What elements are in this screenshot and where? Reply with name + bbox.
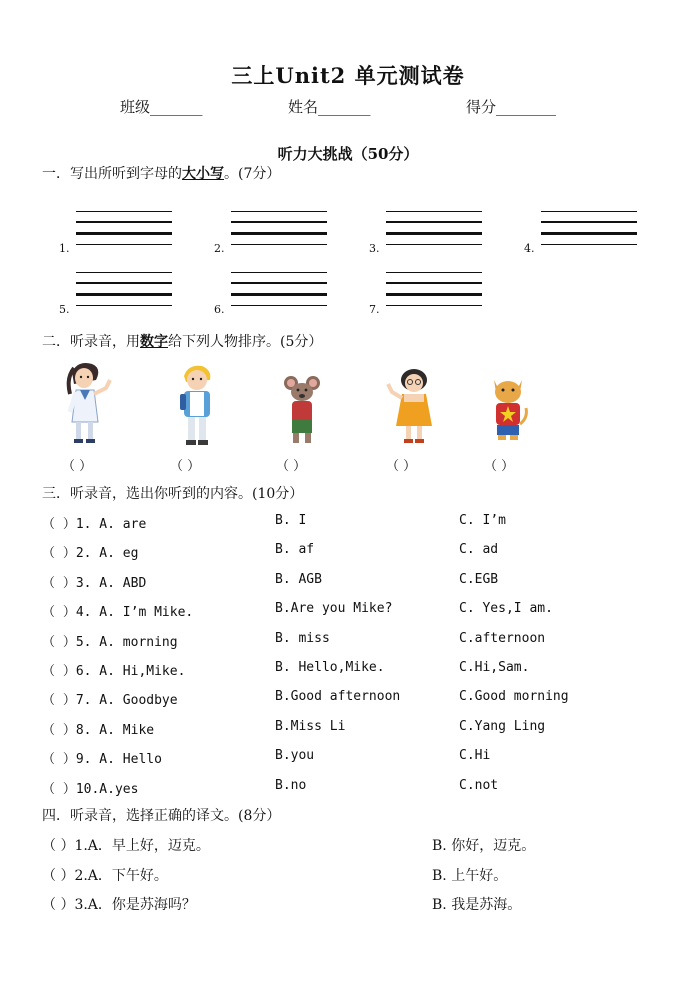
boy-mike-figure xyxy=(176,364,218,448)
question-option-b: B. Hello,Mike. xyxy=(275,660,385,675)
question-option-a: （ ）6. A. Hi,Mike. xyxy=(42,664,186,679)
question-option-a: （ ）2. A. eg xyxy=(42,546,139,561)
question-option-c: C. ad xyxy=(459,542,499,557)
question-option-a: （ ）7. A. Goodbye xyxy=(42,693,178,708)
mouse-bobby-figure xyxy=(282,374,324,446)
grid-number: 4. xyxy=(524,242,535,255)
section1-emphasis: 大小写 xyxy=(182,166,224,182)
question-option-a: （ ）9. A. Hello xyxy=(42,752,162,767)
grid-number: 1. xyxy=(59,242,70,255)
translation-option-a: （ ）3.A．你是苏海吗？ xyxy=(42,897,196,913)
question-option-a: （ ）3. A. ABD xyxy=(42,576,147,591)
section1-heading: 一．写出所听到字母的大小写。(7分） xyxy=(42,166,281,182)
question-option-c: C.not xyxy=(459,778,499,793)
question-option-a: （ ）1. A. are xyxy=(42,517,147,532)
section2-emphasis: 数字 xyxy=(140,334,168,350)
order-answer-blank[interactable]: （ ） xyxy=(386,459,417,474)
order-answer-blank[interactable]: （ ） xyxy=(170,459,201,474)
question-option-b: B.Miss Li xyxy=(275,719,346,734)
cat-sam-figure xyxy=(486,374,530,444)
section4-heading: 四．听录音，选择正确的译文。(8分） xyxy=(42,808,281,824)
order-answer-blank[interactable]: （ ） xyxy=(276,459,307,474)
question-option-c: C. Yes,I am. xyxy=(459,601,553,616)
translation-option-a: （ ）1.A．早上好，迈克。 xyxy=(42,838,210,854)
question-option-c: C.afternoon xyxy=(459,631,546,646)
question-option-b: B.no xyxy=(275,778,307,793)
translation-option-b: B. 我是苏海。 xyxy=(432,897,522,913)
grid-number: 2. xyxy=(214,242,225,255)
question-option-a: （ ）4. A. I’m Mike. xyxy=(42,605,194,620)
question-option-b: B.Good afternoon xyxy=(275,689,401,704)
section2-heading: 二．听录音，用数字给下列人物排序。(5分） xyxy=(42,334,323,350)
woman-miss-li-figure xyxy=(384,366,440,446)
question-option-c: C.EGB xyxy=(459,572,499,587)
writing-grid[interactable] xyxy=(541,211,637,247)
question-option-c: C.Hi xyxy=(459,748,491,763)
translation-option-a: （ ）2.A．下午好。 xyxy=(42,868,168,884)
question-option-c: C.Good morning xyxy=(459,689,569,704)
question-option-c: C.Yang Ling xyxy=(459,719,546,734)
writing-grid[interactable] xyxy=(386,272,482,308)
translation-option-b: B. 你好，迈克。 xyxy=(432,838,536,854)
order-answer-blank[interactable]: （ ） xyxy=(62,459,93,474)
question-option-b: B. I xyxy=(275,513,307,528)
page-title: 三上Unit2 单元测试卷 xyxy=(231,63,465,88)
writing-grid[interactable] xyxy=(76,272,172,308)
question-option-c: C.Hi,Sam. xyxy=(459,660,530,675)
grid-number: 7. xyxy=(369,303,380,316)
writing-grid[interactable] xyxy=(76,211,172,247)
question-option-a: （ ）5. A. morning xyxy=(42,635,178,650)
listening-section-title: 听力大挑战（50分） xyxy=(277,145,419,163)
name-field-label: 姓名_______ xyxy=(288,98,371,116)
grid-number: 5. xyxy=(59,303,70,316)
translation-option-b: B. 上午好。 xyxy=(432,868,508,884)
question-option-c: C. I’m xyxy=(459,513,506,528)
writing-grid[interactable] xyxy=(231,272,327,308)
order-answer-blank[interactable]: （ ） xyxy=(484,459,515,474)
grid-number: 3. xyxy=(369,242,380,255)
question-option-a: （ ）8. A. Mike xyxy=(42,723,155,738)
question-option-a: （ ）10.A.yes xyxy=(42,782,139,797)
class-field-label: 班级_______ xyxy=(120,98,203,116)
question-option-b: B.Are you Mike? xyxy=(275,601,393,616)
question-option-b: B. af xyxy=(275,542,315,557)
question-option-b: B.you xyxy=(275,748,315,763)
grid-number: 6. xyxy=(214,303,225,316)
girl-su-hai-figure xyxy=(62,360,118,446)
score-field-label: 得分________ xyxy=(466,98,557,116)
question-option-b: B. miss xyxy=(275,631,330,646)
writing-grid[interactable] xyxy=(231,211,327,247)
writing-grid[interactable] xyxy=(386,211,482,247)
question-option-b: B. AGB xyxy=(275,572,322,587)
section3-heading: 三．听录音，选出你听到的内容。(10分） xyxy=(42,486,304,502)
